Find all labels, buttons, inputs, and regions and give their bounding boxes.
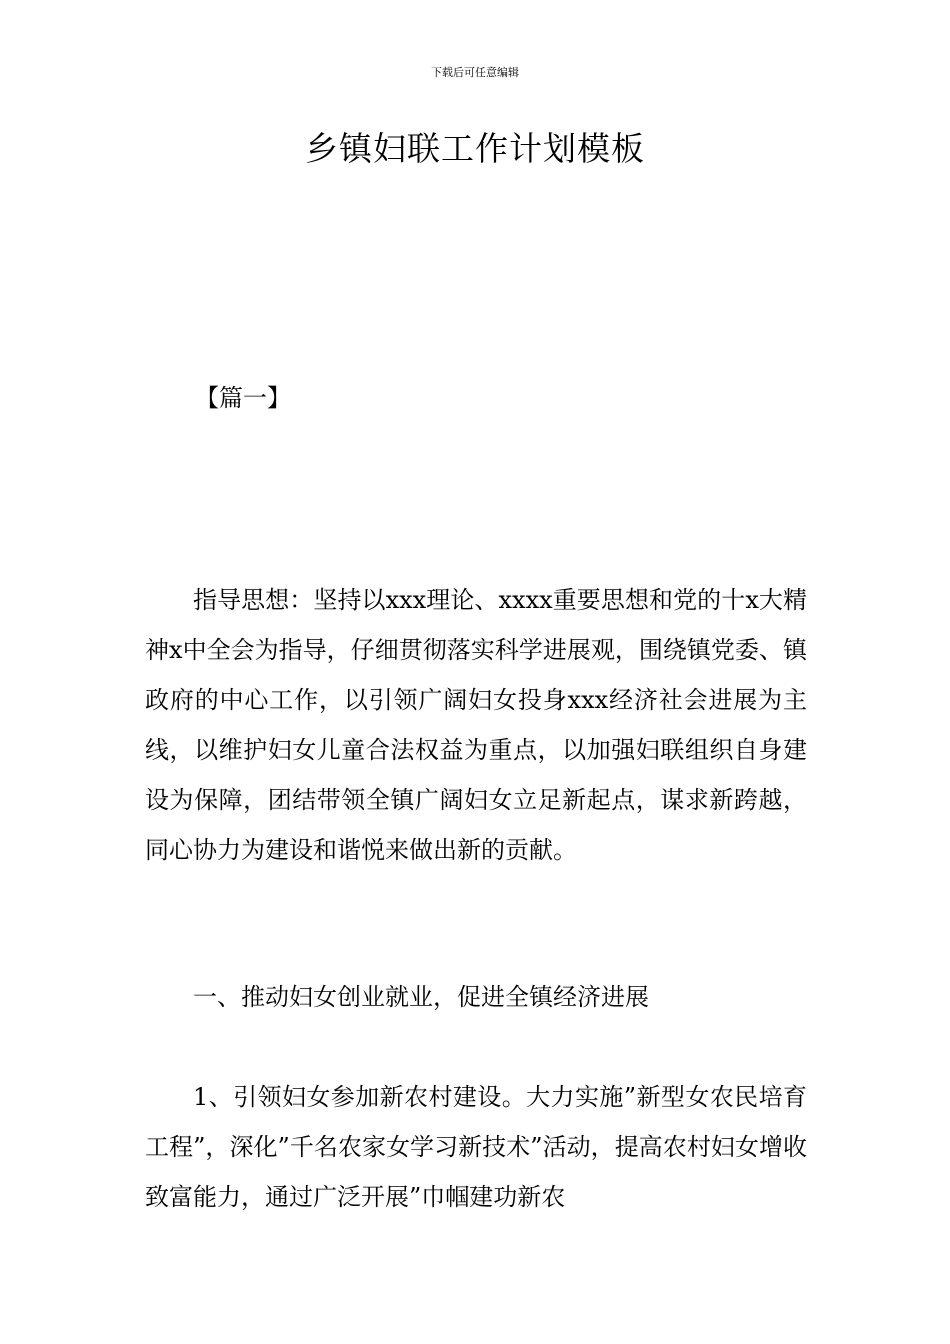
section-marker: 【篇一】 (195, 384, 291, 412)
document-title: 乡镇妇联工作计划模板 (305, 129, 645, 168)
section-heading-one: 一、推动妇女创业就业，促进全镇经济进展 (193, 983, 649, 1011)
paragraph-item-one: 1、引领妇女参加新农村建设。大力实施”新型女农民培育工程”，深化”千名农家女学习新技术”活动，提高农村妇女增收致富能力，通过广泛开展”巾帼建功新农 (145, 1083, 807, 1211)
paragraph-guiding-ideology: 指导思想：坚持以xxx理论、xxxx重要思想和党的十x大精神x中全会为指导，仔细贯彻落实科学进展观，围绕镇党委、镇政府的中心工作，以引领广阔妇女投身xxx经济社会进展为主线，以维护妇女儿童合法权益为重点，以加强妇联组织自身建设为保障，团结带领全镇广阔妇女立足新起点，谋求新跨越，同心协力为建设和谐悦来做出新的贡献。 (145, 586, 807, 864)
header-note: 下载后可任意编辑 (431, 66, 519, 79)
